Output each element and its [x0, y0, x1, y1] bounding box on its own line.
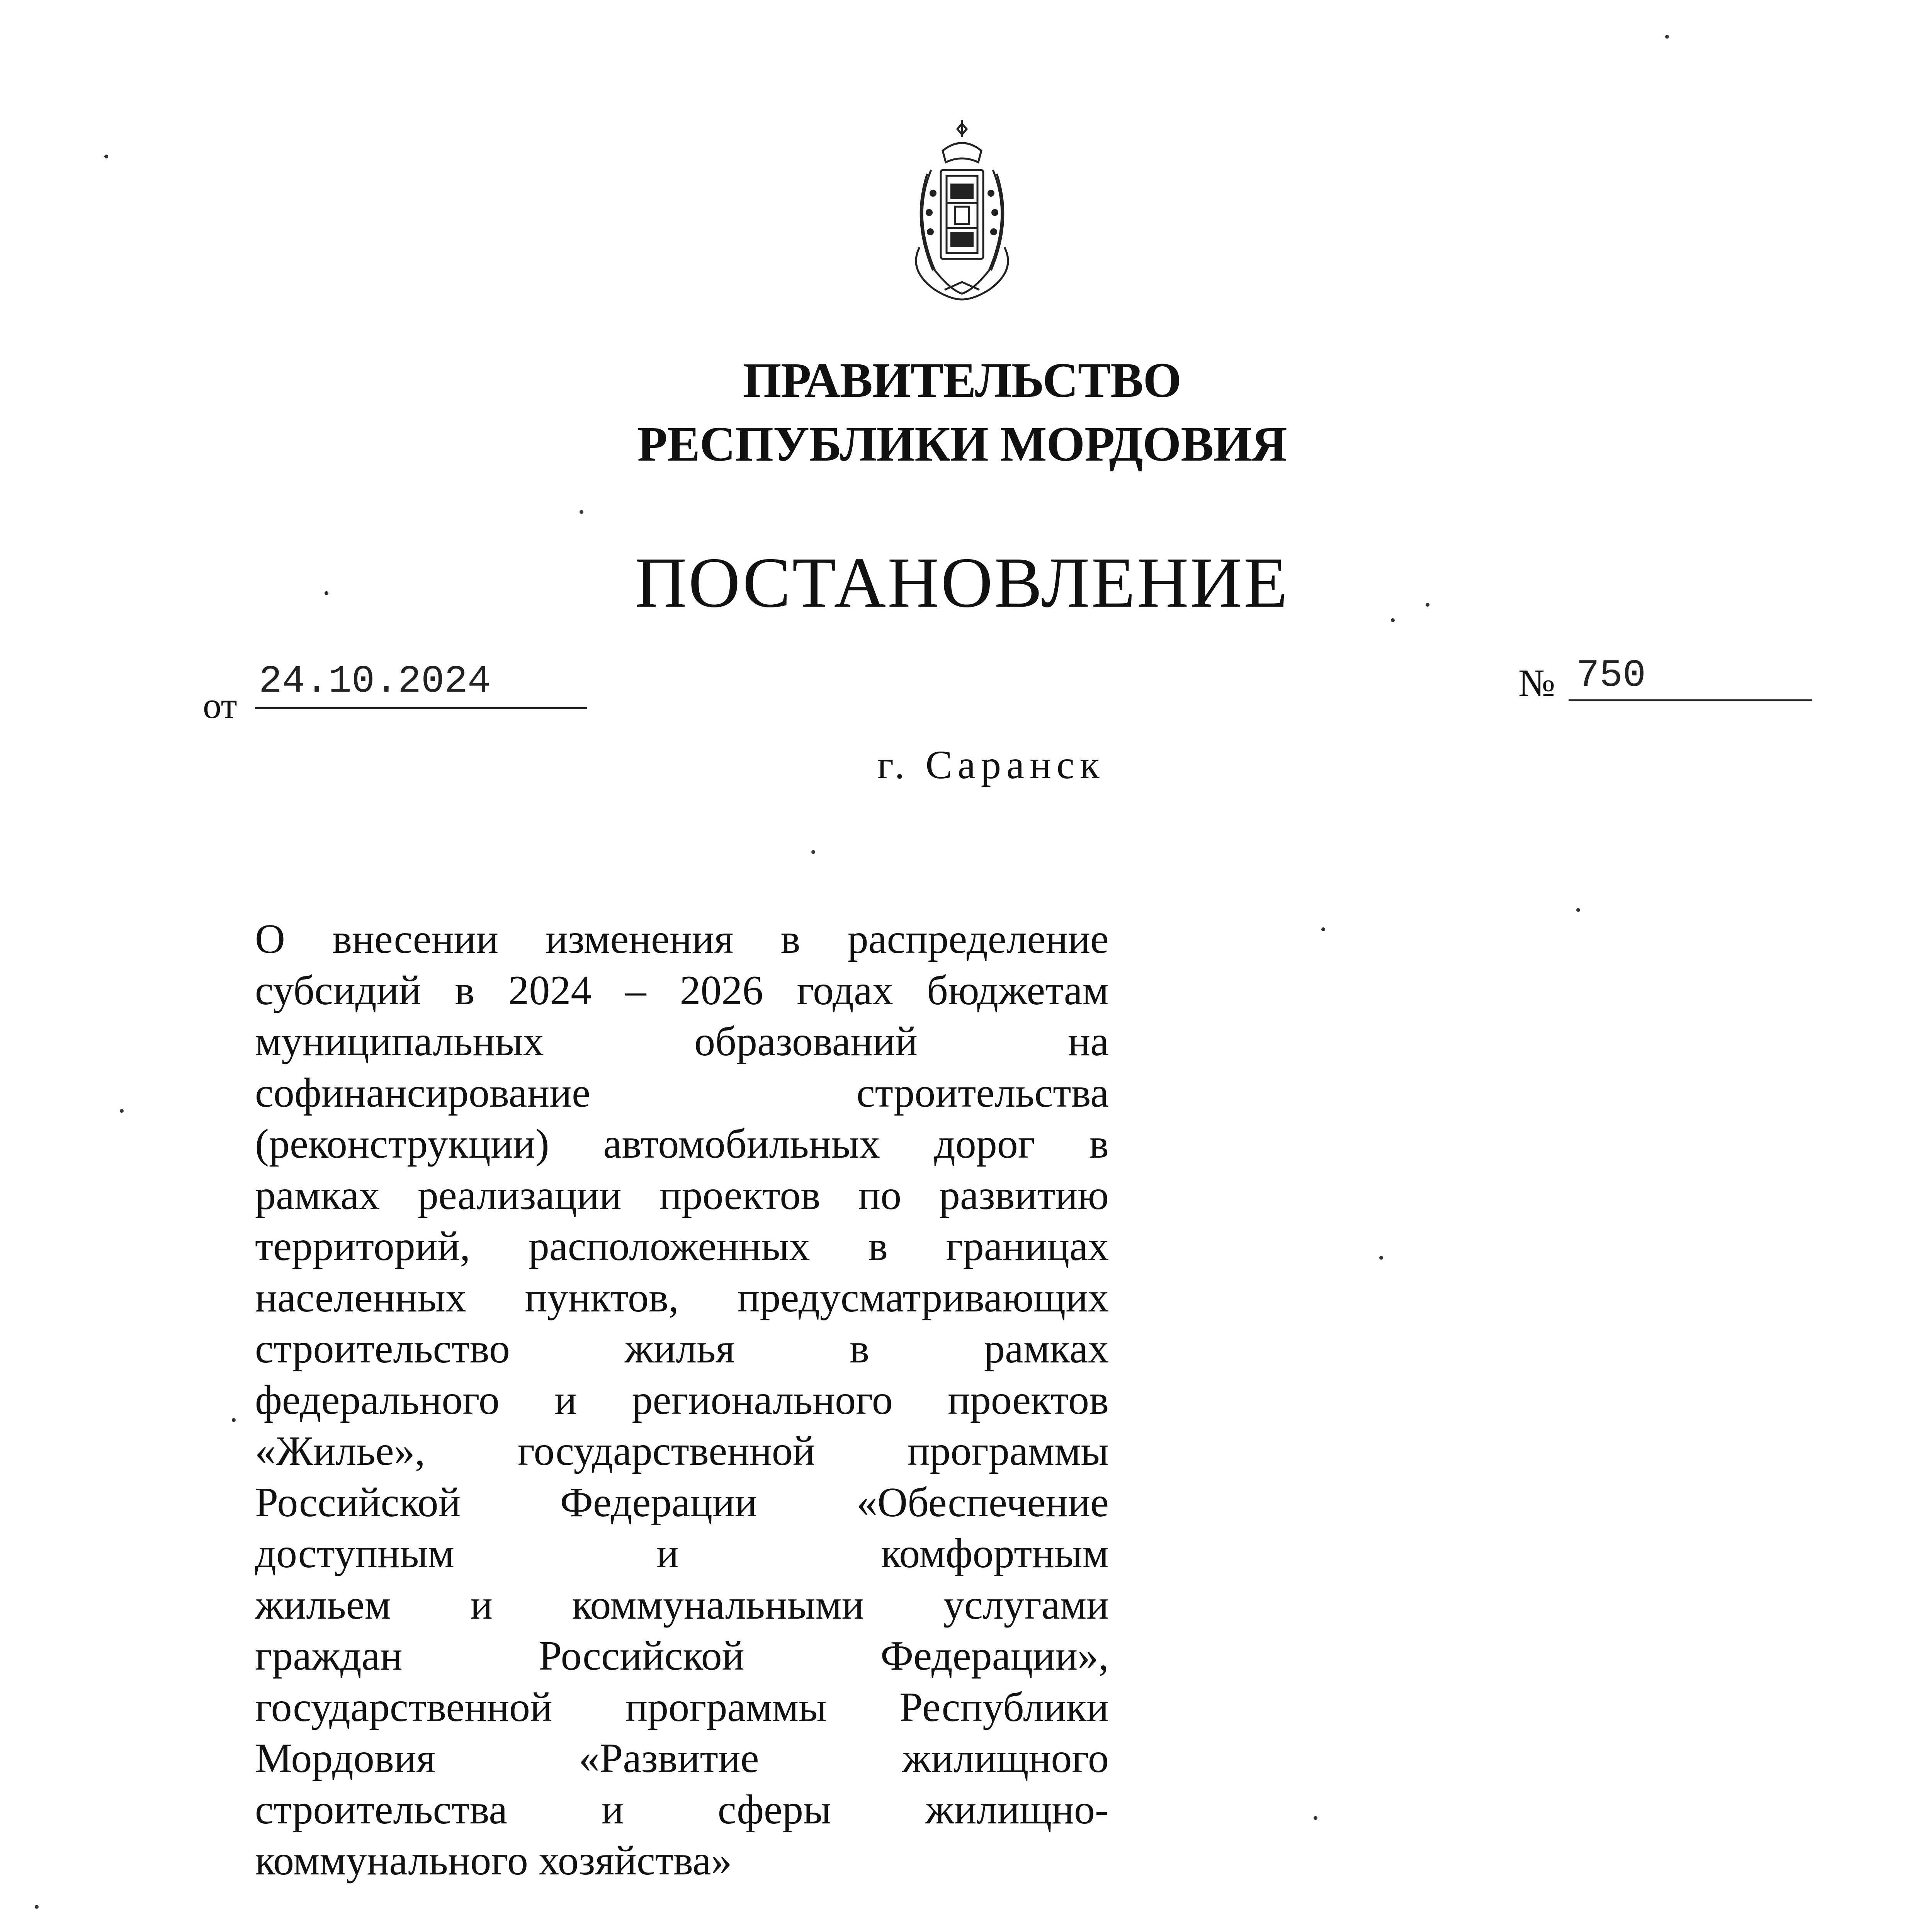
number-label: №: [1518, 662, 1555, 704]
scan-speck: [120, 1109, 124, 1113]
scan-speck: [1391, 618, 1395, 622]
government-title-line2: РЕСПУБЛИКИ МОРДОВИЯ: [637, 417, 1287, 471]
subject-line: доступным и комфортным: [255, 1531, 1109, 1577]
subject-line: (реконструкции) автомобильных дорог в: [255, 1121, 1109, 1167]
subject-line: Российской Федерации «Обеспечение: [255, 1479, 1109, 1526]
subject-line: О внесении изменения в распределение: [255, 916, 1109, 962]
subject-line: строительство жилья в рамках: [255, 1326, 1109, 1372]
subject-line: территорий, расположенных в границах: [255, 1223, 1109, 1269]
subject-line: рамках реализации проектов по развитию: [255, 1172, 1109, 1218]
scan-speck: [1665, 35, 1669, 39]
number-value: 750: [1569, 653, 1812, 701]
scan-speck: [35, 1905, 39, 1909]
scan-speck: [1321, 927, 1325, 931]
scan-speck: [104, 155, 108, 158]
scan-speck: [325, 591, 328, 595]
scan-speck: [1314, 1816, 1317, 1820]
subject-line: государственной программы Республики: [255, 1684, 1109, 1730]
subject-line: граждан Российской Федерации»,: [255, 1633, 1109, 1679]
subject-line: субсидий в 2024 – 2026 годах бюджетам: [255, 967, 1109, 1014]
subject-line: коммунального хозяйства»: [255, 1838, 732, 1884]
scan-speck: [232, 1418, 236, 1422]
date-value: 24.10.2024: [255, 657, 587, 709]
subject-line: «Жилье», государственной программы: [255, 1428, 1109, 1474]
subject-line: жильем и коммунальными услугами: [255, 1582, 1109, 1628]
document-type: ПОСТАНОВЛЕНИЕ: [635, 543, 1289, 622]
subject-line: Мордовия «Развитие жилищного: [255, 1735, 1109, 1781]
scan-speck: [1379, 1256, 1383, 1260]
city-name: г. Саранск: [877, 743, 1105, 787]
government-title-line1: ПРАВИТЕЛЬСТВО: [743, 353, 1181, 408]
scan-speck: [811, 850, 815, 854]
scan-speck: [1426, 603, 1429, 607]
date-label: от: [203, 685, 237, 726]
subject-line: федерального и регионального проектов: [255, 1377, 1109, 1423]
subject-line: населенных пунктов, предусматривающих: [255, 1274, 1109, 1321]
document-subject: [255, 914, 1109, 1887]
subject-line: муниципальных образований на: [255, 1019, 1109, 1065]
subject-line: строительства и сферы жилищно-: [255, 1786, 1109, 1833]
subject-line: софинансирование строительства: [255, 1070, 1109, 1116]
scan-speck: [580, 510, 583, 514]
scan-speck: [1576, 908, 1580, 912]
coat-of-arms-emblem: [904, 120, 1020, 301]
